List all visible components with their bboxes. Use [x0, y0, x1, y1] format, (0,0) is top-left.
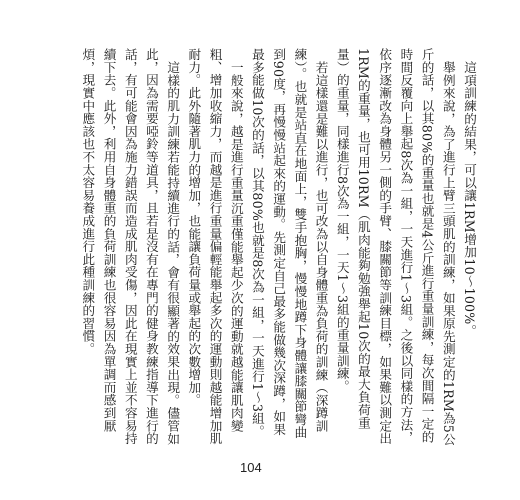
body-text — [32, 48, 480, 448]
paragraph-1: 這項訓練的結果，可以讓1RM增加10～100%。 — [462, 60, 477, 337]
paragraph-2: 舉例來說，為了進行上臂三頭肌的訓練，如果原先測定的1RM為5公斤的話，以其80%的重量也就是4公斤進行重量訓練，每次間隔一定的時間反覆向上舉起8次為一組，一天進行1～3組。之後以同樣的方法，依序逐漸改為身體另一側的手臂、膝關節等訓練目標，如果難以測定出1RM的重量，也可用10RM（肌肉能夠勉強舉起10次的最大負荷重量）的重量，同樣進行8次為一組，一天1～3組的重量訓練。 — [334, 48, 456, 446]
paragraph-5: 這樣的肌力訓練若能持續進行的話，會有很顯著的效果出現。儘管如此，因為需要啞鈴等道具，且若是沒有在專門的健身教練指導下進行的話，有可能會因為施力錯誤而造成肌肉受傷，因此在現實上並不容易持續下去。此外，利用自身體重的負荷訓練也很容易因為單調而感到厭煩，現實中應該也不太容易養成進行此種訓練的習慣。 — [80, 48, 181, 445]
page-number: 104 — [240, 460, 262, 475]
paragraph-3: 若這樣還是難以進行，也可改為以自身體重為負荷的訓練（深蹲訓練）。也就是站直在地面上，雙手抱胸，慢慢地蹲下身體讓膝關節彎曲到90度，再慢慢站起來的運動。先測定自己最多能做幾次深蹲，如果最多能做10次的話，以其80%也就是8次為一組，一天進行1～3組。 — [249, 48, 329, 439]
paragraph-4: 一般來說，越是進行重量沉重僅能舉起少次的運動就越能讓肌肉變粗、增加收縮力，而越是進行重量偏輕能舉起多次的運動則越能增加肌耐力。此外隨著肌力的增加，也能讓負荷量或舉起的次數增加。 — [186, 48, 244, 445]
